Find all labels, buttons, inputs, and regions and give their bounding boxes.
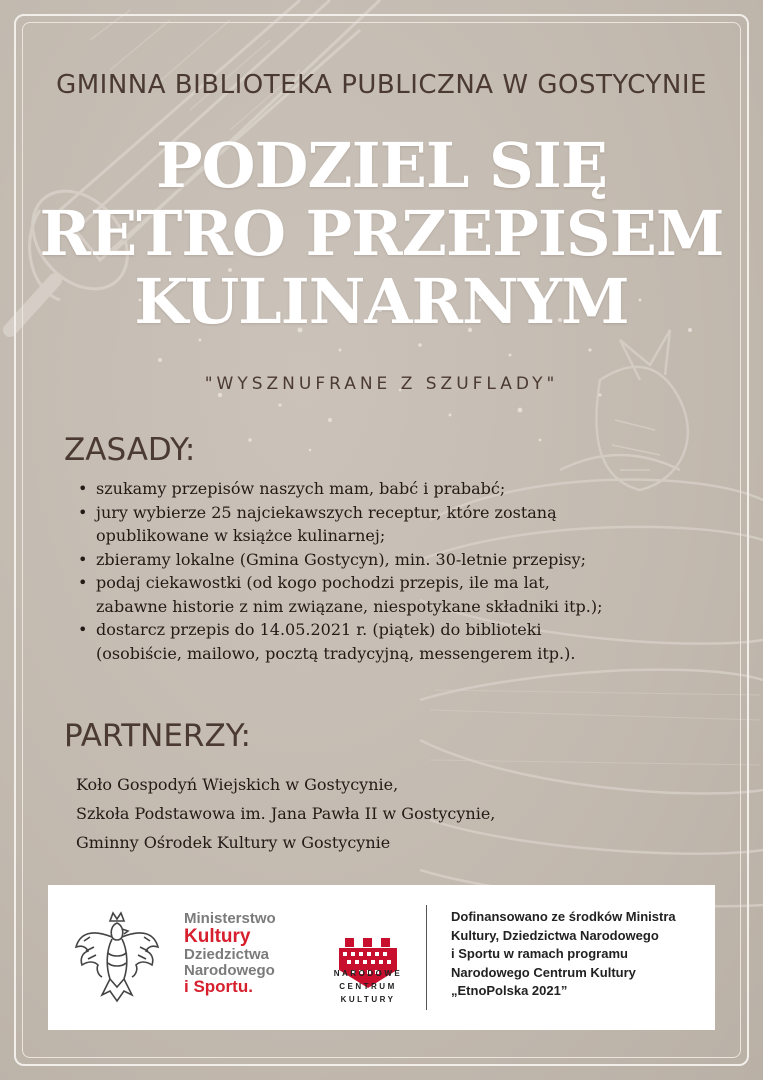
nck-logo-line: NARODOWE — [333, 969, 403, 978]
partner-item: Szkoła Podstawowa im. Jana Pawła II w Gostycynie, — [76, 804, 496, 823]
funding-line: i Sportu w ramach programu — [451, 946, 628, 961]
list-item — [76, 501, 716, 548]
list-item — [76, 548, 716, 572]
ministry-logo-line: Dziedzictwa — [184, 946, 270, 963]
rule-line: jury wybierze 25 najciekawszych receptur, które zostaną — [96, 502, 557, 522]
subtitle: "WYSZNUFRANE Z SZUFLADY" — [204, 374, 559, 394]
nck-logo-line: KULTURY — [340, 995, 396, 1004]
list-item — [76, 571, 716, 618]
ministry-logo-line: i Sportu. — [184, 977, 253, 996]
partners-title: PARTNERZY: — [64, 718, 251, 754]
headline-line-3: KULINARNYM — [134, 265, 629, 338]
nck-logo-text — [318, 967, 418, 1006]
rule-line: podaj ciekawostki (od kogo pochodzi przepis, ile ma lat, — [96, 573, 550, 592]
rules-title: ZASADY: — [64, 432, 196, 468]
sponsor-footer — [48, 885, 715, 1030]
rules-list — [76, 477, 716, 665]
ministry-logo — [184, 911, 309, 995]
library-name: GMINNA BIBLIOTEKA PUBLICZNA W GOSTYCYNIE — [56, 70, 707, 100]
rule-line: opublikowane w książce kulinarnej; — [96, 526, 386, 545]
rule-line: dostarcz przepis do 14.05.2021 r. (piątek) do biblioteki — [96, 620, 542, 639]
headline-line-1: PODZIEL SIĘ — [155, 129, 608, 202]
partner-item: Koło Gospodyń Wiejskich w Gostycynie, — [76, 775, 399, 794]
rule-line: zabawne historie z nim związane, niespotykane składniki itp.); — [96, 596, 603, 616]
funding-line: Kultury, Dziedzictwa Narodowego — [451, 927, 659, 943]
ministry-logo-line: Kultury — [184, 926, 251, 947]
bullet: • — [78, 620, 88, 639]
funding-line: Dofinansowano ze środków Ministra — [451, 909, 676, 924]
ministry-logo-line: Ministerstwo — [184, 910, 276, 927]
bullet: • — [78, 573, 88, 592]
partners-list — [76, 770, 716, 857]
footer-divider — [426, 905, 427, 1010]
headline — [0, 129, 763, 338]
bullet: • — [78, 502, 88, 522]
rule-line: szukamy przepisów naszych mam, babć i prababć; — [96, 479, 506, 498]
list-item — [76, 477, 716, 501]
funding-line: Narodowego Centrum Kultury — [451, 964, 636, 980]
nck-logo-line: CENTRUM — [339, 982, 397, 991]
rule-line: (osobiście, mailowo, pocztą tradycyjną, messengerem itp.). — [96, 643, 576, 663]
list-item — [76, 618, 716, 665]
bullet: • — [78, 479, 88, 498]
funding-note — [451, 908, 711, 1001]
partner-item: Gminny Ośrodek Kultury w Gostycynie — [76, 833, 391, 852]
rule-line: zbieramy lokalne (Gmina Gostycyn), min. 30-letnie przepisy; — [96, 549, 587, 569]
bullet: • — [78, 549, 88, 569]
polish-eagle-emblem-icon — [72, 907, 162, 1007]
ministry-logo-line: Narodowego — [184, 962, 275, 979]
headline-line-2: RETRO PRZEPISEM — [39, 197, 724, 270]
funding-line: „EtnoPolska 2021” — [451, 983, 568, 998]
